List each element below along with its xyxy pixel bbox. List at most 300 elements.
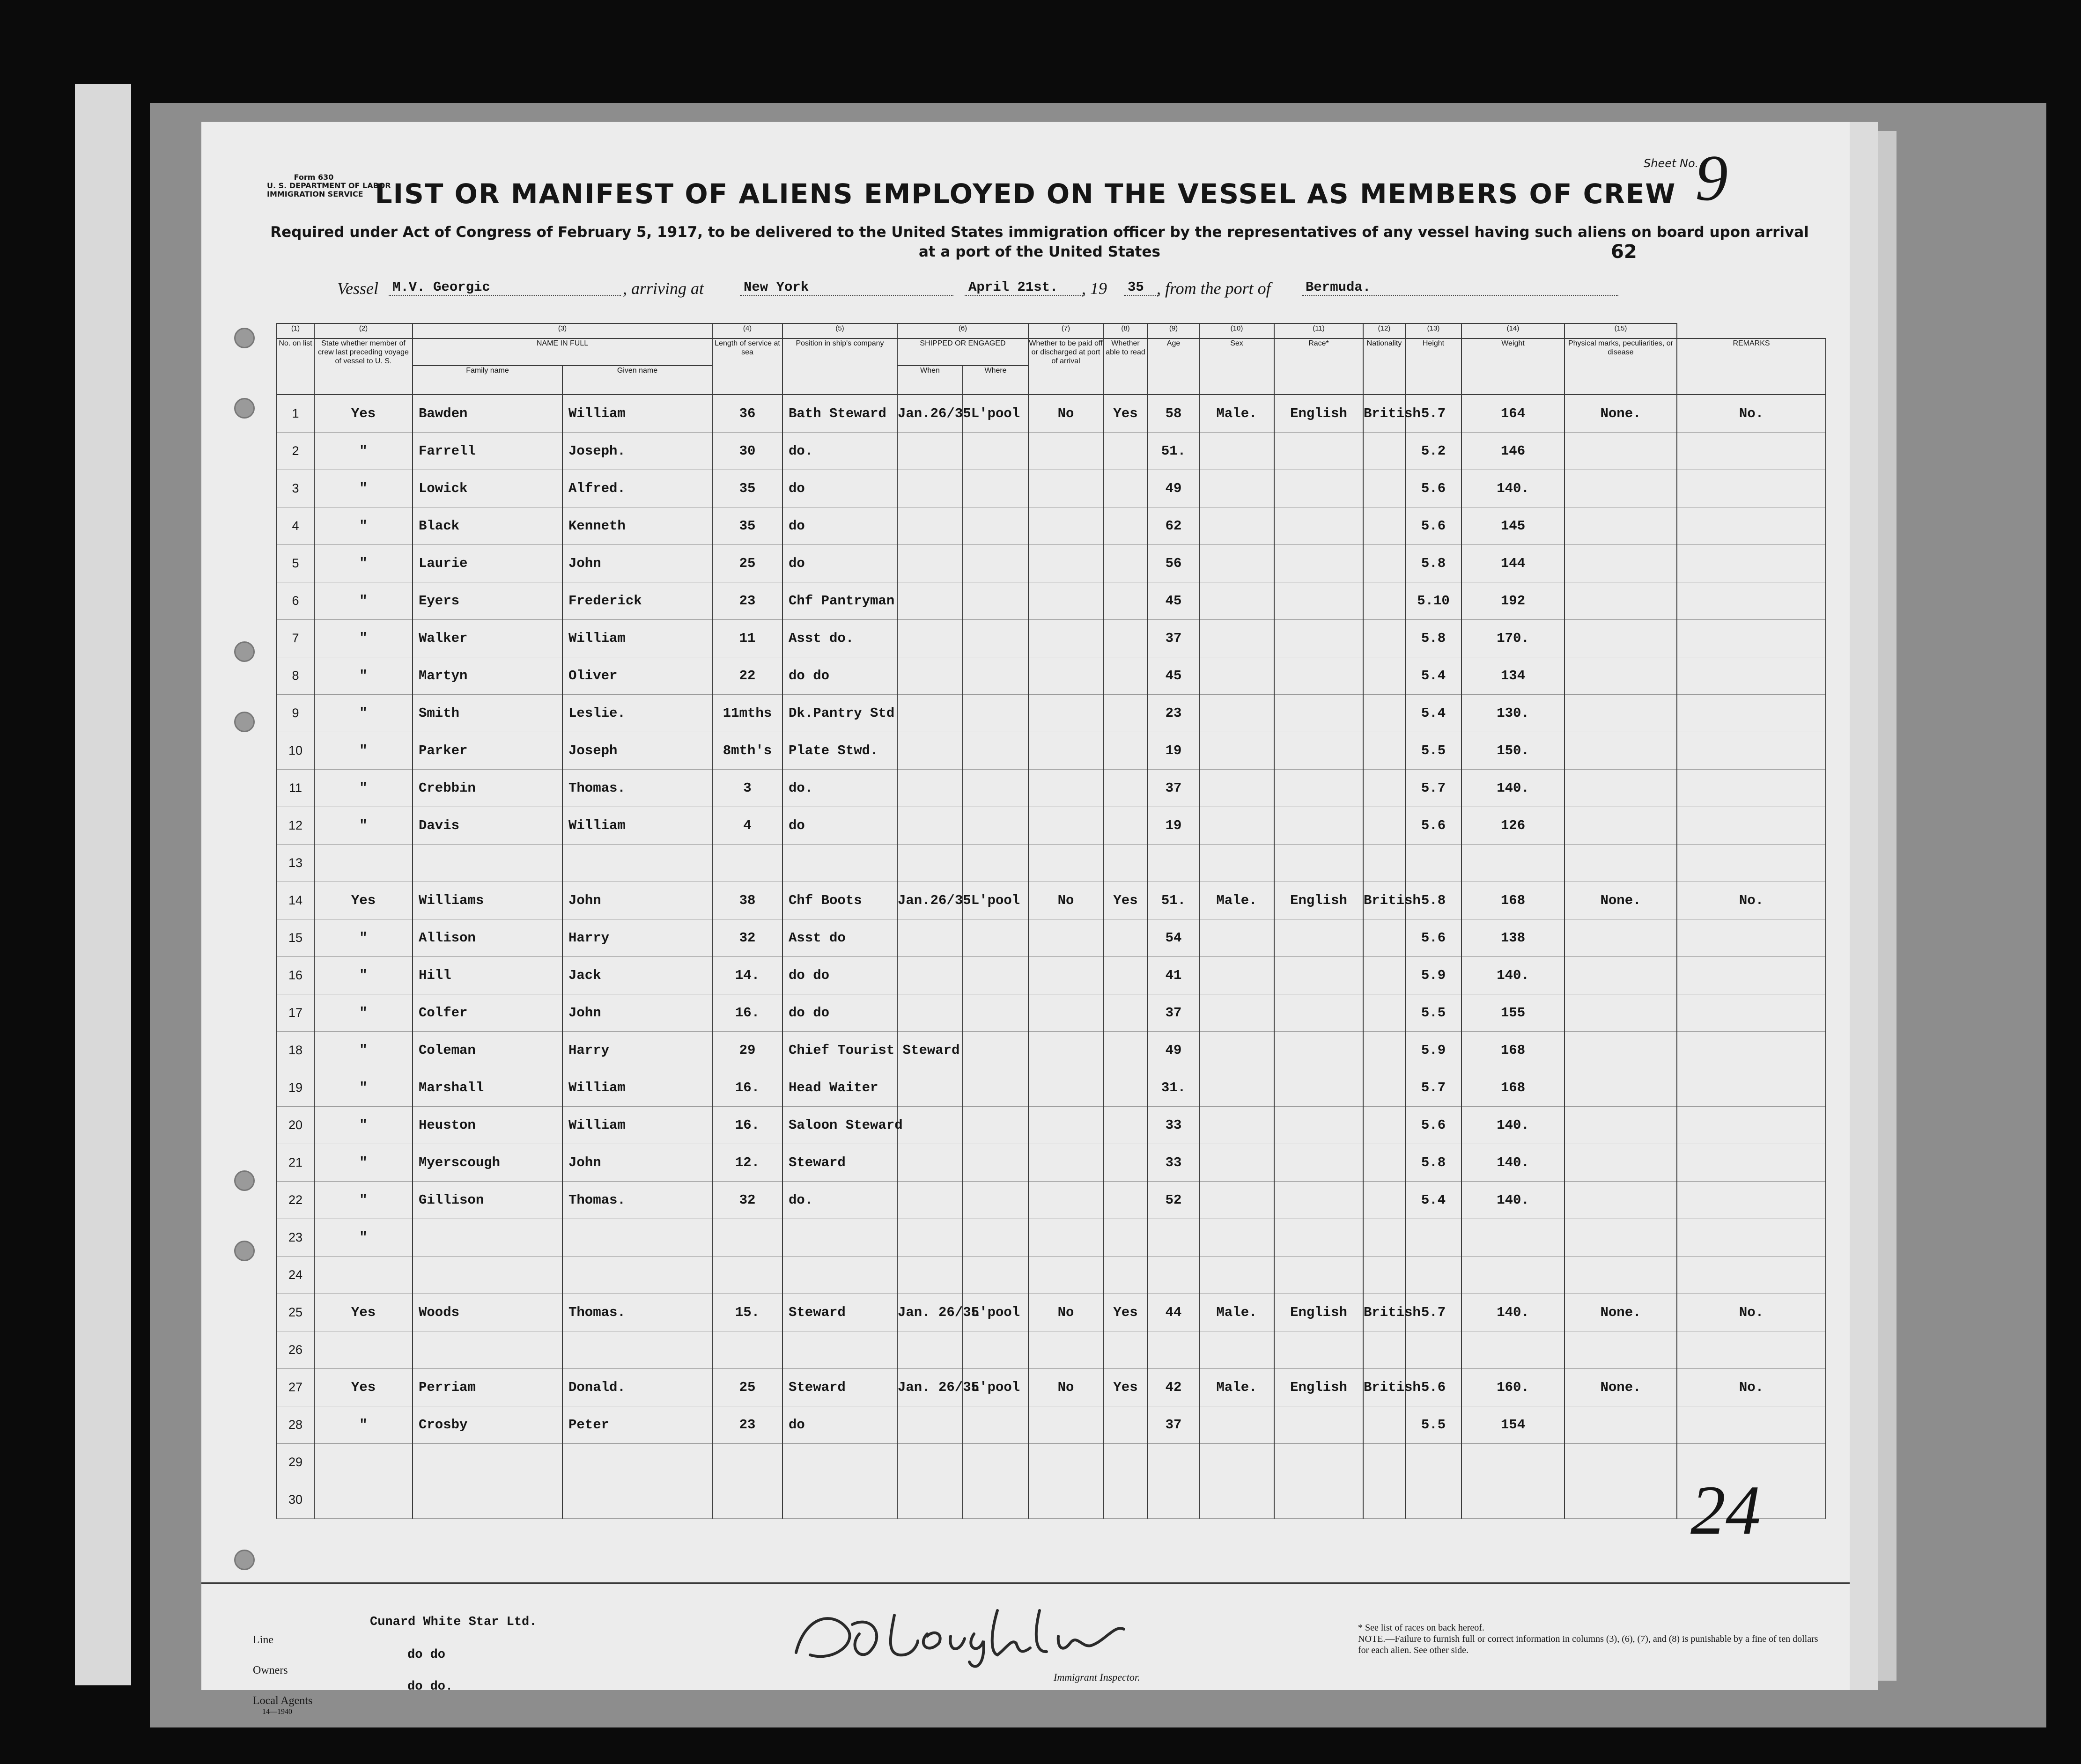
cell-sex bbox=[1199, 1444, 1274, 1481]
service-name: IMMIGRATION SERVICE bbox=[267, 190, 363, 198]
cell-sex bbox=[1199, 957, 1274, 994]
table-row bbox=[277, 395, 1826, 433]
cell-family-name bbox=[413, 1481, 562, 1519]
cell-remarks bbox=[1677, 545, 1826, 582]
cell-height: 5.8 bbox=[1405, 620, 1461, 657]
cell-row-number: 26 bbox=[277, 1331, 314, 1369]
cell-nationality bbox=[1363, 1444, 1405, 1481]
scan-background-edge bbox=[75, 84, 131, 1685]
cell-last-voyage-state: " bbox=[314, 1406, 413, 1444]
cell-height: 5.5 bbox=[1405, 1406, 1461, 1444]
cell-nationality bbox=[1363, 1406, 1405, 1444]
cell-shipped-where bbox=[963, 1331, 1028, 1369]
cell-given-name bbox=[562, 1257, 712, 1294]
cell-height: 5.9 bbox=[1405, 957, 1461, 994]
cell-nationality bbox=[1363, 919, 1405, 957]
cell-sex bbox=[1199, 1257, 1274, 1294]
cell-row-number: 28 bbox=[277, 1406, 314, 1444]
cell-weight: 140. bbox=[1461, 957, 1564, 994]
cell-given-name: Alfred. bbox=[562, 470, 712, 507]
cell-sex bbox=[1199, 807, 1274, 845]
cell-able-to-read: Yes bbox=[1103, 395, 1148, 433]
cell-weight: 138 bbox=[1461, 919, 1564, 957]
cell-last-voyage-state: " bbox=[314, 732, 413, 770]
cell-race bbox=[1274, 994, 1363, 1032]
stamp-number: 62 bbox=[1611, 241, 1637, 263]
arrival-date: April 21st. bbox=[965, 279, 1085, 296]
cell-family-name bbox=[413, 1219, 562, 1257]
cell-race bbox=[1274, 1032, 1363, 1069]
cell-able-to-read bbox=[1103, 957, 1148, 994]
table-row bbox=[277, 620, 1826, 657]
cell-given-name: Joseph bbox=[562, 732, 712, 770]
col-number: (2) bbox=[314, 323, 413, 338]
cell-given-name bbox=[562, 845, 712, 882]
cell-physical-marks bbox=[1564, 507, 1677, 545]
cell-race bbox=[1274, 732, 1363, 770]
cell-position: do. bbox=[782, 1182, 897, 1219]
inspector-label: Immigrant Inspector. bbox=[1054, 1671, 1140, 1683]
header-remarks: REMARKS bbox=[1677, 338, 1826, 395]
cell-physical-marks bbox=[1564, 1069, 1677, 1107]
cell-last-voyage-state bbox=[314, 1331, 413, 1369]
cell-weight: 168 bbox=[1461, 1069, 1564, 1107]
cell-row-number: 7 bbox=[277, 620, 314, 657]
cell-length-of-service: 38 bbox=[712, 882, 782, 919]
cell-weight: 170. bbox=[1461, 620, 1564, 657]
cell-paid-off bbox=[1028, 1032, 1103, 1069]
from-port: Bermuda. bbox=[1302, 279, 1618, 296]
cell-physical-marks bbox=[1564, 1481, 1677, 1519]
cell-weight: 168 bbox=[1461, 882, 1564, 919]
document-subtitle: Required under Act of Congress of February 5, 1917, to be delivered to the United States immigration officer by the representatives of any vessel having such aliens on board upon arrival at a port of the United States bbox=[270, 224, 1809, 260]
cell-family-name bbox=[413, 1331, 562, 1369]
cell-remarks bbox=[1677, 657, 1826, 695]
cell-race bbox=[1274, 919, 1363, 957]
cell-position: Plate Stwd. bbox=[782, 732, 897, 770]
cell-physical-marks bbox=[1564, 845, 1677, 882]
cell-age: 45 bbox=[1148, 657, 1199, 695]
cell-sex bbox=[1199, 1069, 1274, 1107]
cell-shipped-where bbox=[963, 507, 1028, 545]
cell-sex bbox=[1199, 1182, 1274, 1219]
cell-age: 62 bbox=[1148, 507, 1199, 545]
cell-given-name: Leslie. bbox=[562, 695, 712, 732]
document-title: LIST OR MANIFEST OF ALIENS EMPLOYED ON THE VESSEL AS MEMBERS OF CREW bbox=[375, 178, 1676, 210]
cell-length-of-service bbox=[712, 1481, 782, 1519]
cell-position: do. bbox=[782, 770, 897, 807]
cell-able-to-read bbox=[1103, 470, 1148, 507]
table-row bbox=[277, 695, 1826, 732]
cell-length-of-service: 35 bbox=[712, 470, 782, 507]
cell-length-of-service bbox=[712, 1257, 782, 1294]
cell-physical-marks bbox=[1564, 1182, 1677, 1219]
cell-given-name: Donald. bbox=[562, 1369, 712, 1406]
table-row bbox=[277, 1481, 1826, 1519]
cell-row-number: 13 bbox=[277, 845, 314, 882]
cell-weight: 130. bbox=[1461, 695, 1564, 732]
cell-nationality bbox=[1363, 695, 1405, 732]
cell-length-of-service: 8mth's bbox=[712, 732, 782, 770]
cell-position: Steward bbox=[782, 1144, 897, 1182]
cell-row-number: 4 bbox=[277, 507, 314, 545]
header-given-name: Given name bbox=[562, 366, 712, 395]
page-edge bbox=[1850, 122, 1878, 1690]
table-row bbox=[277, 1369, 1826, 1406]
cell-shipped-where bbox=[963, 1406, 1028, 1444]
cell-remarks bbox=[1677, 1182, 1826, 1219]
cell-physical-marks bbox=[1564, 732, 1677, 770]
cell-height: 5.5 bbox=[1405, 732, 1461, 770]
cell-age bbox=[1148, 845, 1199, 882]
cell-paid-off bbox=[1028, 695, 1103, 732]
cell-able-to-read bbox=[1103, 807, 1148, 845]
cell-shipped-when: Jan.26/35 bbox=[897, 395, 963, 433]
table-row bbox=[277, 545, 1826, 582]
cell-sex bbox=[1199, 545, 1274, 582]
cell-nationality bbox=[1363, 1331, 1405, 1369]
cell-family-name: Coleman bbox=[413, 1032, 562, 1069]
cell-family-name: Williams bbox=[413, 882, 562, 919]
cell-shipped-when bbox=[897, 433, 963, 470]
cell-weight: 168 bbox=[1461, 1032, 1564, 1069]
cell-position: Asst do bbox=[782, 919, 897, 957]
cell-shipped-where bbox=[963, 732, 1028, 770]
cell-paid-off bbox=[1028, 994, 1103, 1032]
cell-shipped-when bbox=[897, 919, 963, 957]
cell-nationality bbox=[1363, 545, 1405, 582]
cell-age: 44 bbox=[1148, 1294, 1199, 1331]
cell-race bbox=[1274, 1257, 1363, 1294]
cell-length-of-service: 12. bbox=[712, 1144, 782, 1182]
cell-row-number: 27 bbox=[277, 1369, 314, 1406]
cell-family-name: Bawden bbox=[413, 395, 562, 433]
cell-height bbox=[1405, 1481, 1461, 1519]
cell-race bbox=[1274, 433, 1363, 470]
cell-shipped-when bbox=[897, 507, 963, 545]
cell-position: do do bbox=[782, 957, 897, 994]
cell-family-name: Lowick bbox=[413, 470, 562, 507]
cell-able-to-read bbox=[1103, 507, 1148, 545]
cell-paid-off bbox=[1028, 507, 1103, 545]
cell-able-to-read: Yes bbox=[1103, 1369, 1148, 1406]
cell-row-number: 15 bbox=[277, 919, 314, 957]
cell-nationality bbox=[1363, 845, 1405, 882]
cell-able-to-read bbox=[1103, 545, 1148, 582]
cell-height bbox=[1405, 845, 1461, 882]
cell-last-voyage-state: " bbox=[314, 620, 413, 657]
cell-sex bbox=[1199, 919, 1274, 957]
cell-length-of-service: 30 bbox=[712, 433, 782, 470]
sheet-number-handwritten: 9 bbox=[1695, 142, 1728, 214]
owners-value: do do bbox=[407, 1648, 446, 1662]
cell-row-number: 30 bbox=[277, 1481, 314, 1519]
cell-nationality bbox=[1363, 957, 1405, 994]
cell-shipped-when bbox=[897, 470, 963, 507]
col-number: (11) bbox=[1274, 323, 1363, 338]
column-number-row bbox=[277, 323, 1826, 338]
cell-length-of-service: 16. bbox=[712, 1069, 782, 1107]
cell-remarks bbox=[1677, 1219, 1826, 1257]
cell-remarks bbox=[1677, 1331, 1826, 1369]
cell-last-voyage-state: " bbox=[314, 770, 413, 807]
cell-position: Steward bbox=[782, 1294, 897, 1331]
cell-nationality bbox=[1363, 1257, 1405, 1294]
cell-nationality: British bbox=[1363, 882, 1405, 919]
cell-family-name: Colfer bbox=[413, 994, 562, 1032]
cell-weight: 144 bbox=[1461, 545, 1564, 582]
race-note: * See list of races on back hereof. bbox=[1358, 1623, 1484, 1633]
cell-nationality: British bbox=[1363, 395, 1405, 433]
cell-shipped-where bbox=[963, 807, 1028, 845]
cell-shipped-where bbox=[963, 657, 1028, 695]
cell-last-voyage-state: " bbox=[314, 994, 413, 1032]
cell-physical-marks bbox=[1564, 1331, 1677, 1369]
cell-length-of-service: 3 bbox=[712, 770, 782, 807]
cell-sex bbox=[1199, 994, 1274, 1032]
cell-position bbox=[782, 845, 897, 882]
cell-able-to-read bbox=[1103, 582, 1148, 620]
cell-height: 5.9 bbox=[1405, 1032, 1461, 1069]
cell-age: 31. bbox=[1148, 1069, 1199, 1107]
cell-age: 33 bbox=[1148, 1107, 1199, 1144]
cell-length-of-service: 16. bbox=[712, 994, 782, 1032]
cell-race bbox=[1274, 1107, 1363, 1144]
cell-shipped-when bbox=[897, 1182, 963, 1219]
cell-age: 33 bbox=[1148, 1144, 1199, 1182]
cell-weight: 145 bbox=[1461, 507, 1564, 545]
cell-physical-marks bbox=[1564, 994, 1677, 1032]
crew-manifest-table bbox=[276, 323, 1826, 1519]
cell-given-name bbox=[562, 1444, 712, 1481]
header-state-whether: State whether member of crew last preceding voyage of vessel to U. S. bbox=[314, 338, 413, 395]
col-number: (4) bbox=[712, 323, 782, 338]
cell-age: 51. bbox=[1148, 882, 1199, 919]
cell-sex bbox=[1199, 1144, 1274, 1182]
table-row bbox=[277, 1069, 1826, 1107]
cell-family-name: Allison bbox=[413, 919, 562, 957]
cell-sex bbox=[1199, 1107, 1274, 1144]
cell-weight: 192 bbox=[1461, 582, 1564, 620]
cell-length-of-service: 14. bbox=[712, 957, 782, 994]
cell-able-to-read bbox=[1103, 1219, 1148, 1257]
from-port-label: , from the port of bbox=[1157, 279, 1271, 298]
cell-family-name: Smith bbox=[413, 695, 562, 732]
cell-weight: 140. bbox=[1461, 770, 1564, 807]
col-number: (9) bbox=[1148, 323, 1199, 338]
cell-family-name: Crosby bbox=[413, 1406, 562, 1444]
cell-family-name: Walker bbox=[413, 620, 562, 657]
col-number: (8) bbox=[1103, 323, 1148, 338]
cell-shipped-where bbox=[963, 1444, 1028, 1481]
cell-weight: 154 bbox=[1461, 1406, 1564, 1444]
cell-able-to-read bbox=[1103, 1406, 1148, 1444]
cell-height: 5.4 bbox=[1405, 695, 1461, 732]
cell-paid-off bbox=[1028, 1481, 1103, 1519]
header-position: Position in ship's company bbox=[782, 338, 897, 395]
cell-given-name: Thomas. bbox=[562, 1294, 712, 1331]
cell-length-of-service bbox=[712, 1444, 782, 1481]
cell-weight: 140. bbox=[1461, 1107, 1564, 1144]
cell-last-voyage-state: " bbox=[314, 1182, 413, 1219]
cell-paid-off bbox=[1028, 957, 1103, 994]
cell-race: English bbox=[1274, 1369, 1363, 1406]
header-when: When bbox=[897, 366, 963, 395]
cell-length-of-service bbox=[712, 1331, 782, 1369]
cell-position bbox=[782, 1444, 897, 1481]
cell-nationality bbox=[1363, 807, 1405, 845]
cell-paid-off bbox=[1028, 732, 1103, 770]
cell-position: do do bbox=[782, 994, 897, 1032]
line-value: Cunard White Star Ltd. bbox=[370, 1615, 537, 1629]
cell-shipped-when: Jan.26/35 bbox=[897, 882, 963, 919]
table-row bbox=[277, 919, 1826, 957]
cell-physical-marks bbox=[1564, 1444, 1677, 1481]
cell-weight bbox=[1461, 1444, 1564, 1481]
cell-remarks bbox=[1677, 620, 1826, 657]
cell-age bbox=[1148, 1219, 1199, 1257]
col-number: (10) bbox=[1199, 323, 1274, 338]
cell-row-number: 20 bbox=[277, 1107, 314, 1144]
cell-last-voyage-state: " bbox=[314, 433, 413, 470]
table-row bbox=[277, 732, 1826, 770]
cell-given-name: Kenneth bbox=[562, 507, 712, 545]
cell-age: 49 bbox=[1148, 470, 1199, 507]
cell-shipped-when bbox=[897, 1331, 963, 1369]
cell-length-of-service: 23 bbox=[712, 582, 782, 620]
col-number: (7) bbox=[1028, 323, 1103, 338]
cell-shipped-when bbox=[897, 657, 963, 695]
cell-height: 5.10 bbox=[1405, 582, 1461, 620]
cell-physical-marks bbox=[1564, 695, 1677, 732]
cell-shipped-where: L'pool bbox=[963, 882, 1028, 919]
cell-physical-marks bbox=[1564, 470, 1677, 507]
cell-weight: 140. bbox=[1461, 1144, 1564, 1182]
cell-position bbox=[782, 1219, 897, 1257]
punch-hole bbox=[234, 641, 255, 662]
cell-able-to-read bbox=[1103, 1107, 1148, 1144]
cell-position: Chief Tourist Steward bbox=[782, 1032, 897, 1069]
cell-race bbox=[1274, 470, 1363, 507]
cell-row-number: 2 bbox=[277, 433, 314, 470]
punch-hole bbox=[234, 328, 255, 348]
cell-able-to-read bbox=[1103, 1481, 1148, 1519]
cell-height: 5.6 bbox=[1405, 919, 1461, 957]
cell-row-number: 3 bbox=[277, 470, 314, 507]
cell-age: 56 bbox=[1148, 545, 1199, 582]
cell-age: 37 bbox=[1148, 994, 1199, 1032]
table-row bbox=[277, 807, 1826, 845]
cell-family-name: Crebbin bbox=[413, 770, 562, 807]
cell-paid-off bbox=[1028, 545, 1103, 582]
cell-physical-marks bbox=[1564, 807, 1677, 845]
cell-remarks bbox=[1677, 994, 1826, 1032]
cell-position: Steward bbox=[782, 1369, 897, 1406]
cell-row-number: 29 bbox=[277, 1444, 314, 1481]
cell-race bbox=[1274, 1182, 1363, 1219]
cell-paid-off bbox=[1028, 1331, 1103, 1369]
cell-row-number: 14 bbox=[277, 882, 314, 919]
table-row bbox=[277, 507, 1826, 545]
cell-given-name bbox=[562, 1219, 712, 1257]
cell-row-number: 11 bbox=[277, 770, 314, 807]
cell-age: 37 bbox=[1148, 770, 1199, 807]
cell-able-to-read bbox=[1103, 1331, 1148, 1369]
cell-physical-marks: None. bbox=[1564, 882, 1677, 919]
cell-shipped-when bbox=[897, 1107, 963, 1144]
cell-race bbox=[1274, 1219, 1363, 1257]
cell-given-name: William bbox=[562, 620, 712, 657]
cell-race bbox=[1274, 1444, 1363, 1481]
cell-last-voyage-state: " bbox=[314, 1032, 413, 1069]
cell-able-to-read bbox=[1103, 919, 1148, 957]
col-number: (12) bbox=[1363, 323, 1405, 338]
cell-given-name: John bbox=[562, 994, 712, 1032]
cell-height bbox=[1405, 1219, 1461, 1257]
cell-family-name bbox=[413, 845, 562, 882]
cell-last-voyage-state: Yes bbox=[314, 1369, 413, 1406]
cell-given-name: William bbox=[562, 1069, 712, 1107]
cell-race bbox=[1274, 770, 1363, 807]
cell-able-to-read bbox=[1103, 770, 1148, 807]
cell-race bbox=[1274, 545, 1363, 582]
cell-paid-off: No bbox=[1028, 1369, 1103, 1406]
cell-given-name: John bbox=[562, 882, 712, 919]
cell-sex bbox=[1199, 1032, 1274, 1069]
cell-length-of-service: 36 bbox=[712, 395, 782, 433]
cell-nationality bbox=[1363, 1107, 1405, 1144]
cell-age: 45 bbox=[1148, 582, 1199, 620]
cell-shipped-when bbox=[897, 732, 963, 770]
cell-given-name: John bbox=[562, 545, 712, 582]
cell-sex bbox=[1199, 695, 1274, 732]
cell-physical-marks bbox=[1564, 620, 1677, 657]
cell-nationality bbox=[1363, 732, 1405, 770]
cell-shipped-when: Jan. 26/35 bbox=[897, 1369, 963, 1406]
header-sex: Sex bbox=[1199, 338, 1274, 395]
cell-row-number: 16 bbox=[277, 957, 314, 994]
cell-able-to-read bbox=[1103, 994, 1148, 1032]
cell-paid-off bbox=[1028, 1069, 1103, 1107]
cell-sex: Male. bbox=[1199, 882, 1274, 919]
cell-paid-off bbox=[1028, 470, 1103, 507]
cell-last-voyage-state bbox=[314, 1444, 413, 1481]
punch-hole bbox=[234, 398, 255, 419]
cell-race bbox=[1274, 1331, 1363, 1369]
cell-remarks bbox=[1677, 1069, 1826, 1107]
cell-last-voyage-state: " bbox=[314, 470, 413, 507]
cell-able-to-read bbox=[1103, 1257, 1148, 1294]
cell-row-number: 9 bbox=[277, 695, 314, 732]
cell-position: Asst do. bbox=[782, 620, 897, 657]
cell-length-of-service: 35 bbox=[712, 507, 782, 545]
cell-remarks: No. bbox=[1677, 1369, 1826, 1406]
cell-family-name: Myerscough bbox=[413, 1144, 562, 1182]
cell-shipped-where bbox=[963, 1069, 1028, 1107]
cell-last-voyage-state: " bbox=[314, 507, 413, 545]
cell-shipped-where bbox=[963, 1182, 1028, 1219]
cell-last-voyage-state: " bbox=[314, 695, 413, 732]
table-row bbox=[277, 470, 1826, 507]
header-family-name: Family name bbox=[413, 366, 562, 395]
cell-nationality bbox=[1363, 582, 1405, 620]
cell-length-of-service: 15. bbox=[712, 1294, 782, 1331]
cell-length-of-service: 4 bbox=[712, 807, 782, 845]
cell-physical-marks: None. bbox=[1564, 1369, 1677, 1406]
cell-nationality bbox=[1363, 433, 1405, 470]
table-row bbox=[277, 845, 1826, 882]
cell-shipped-when bbox=[897, 582, 963, 620]
